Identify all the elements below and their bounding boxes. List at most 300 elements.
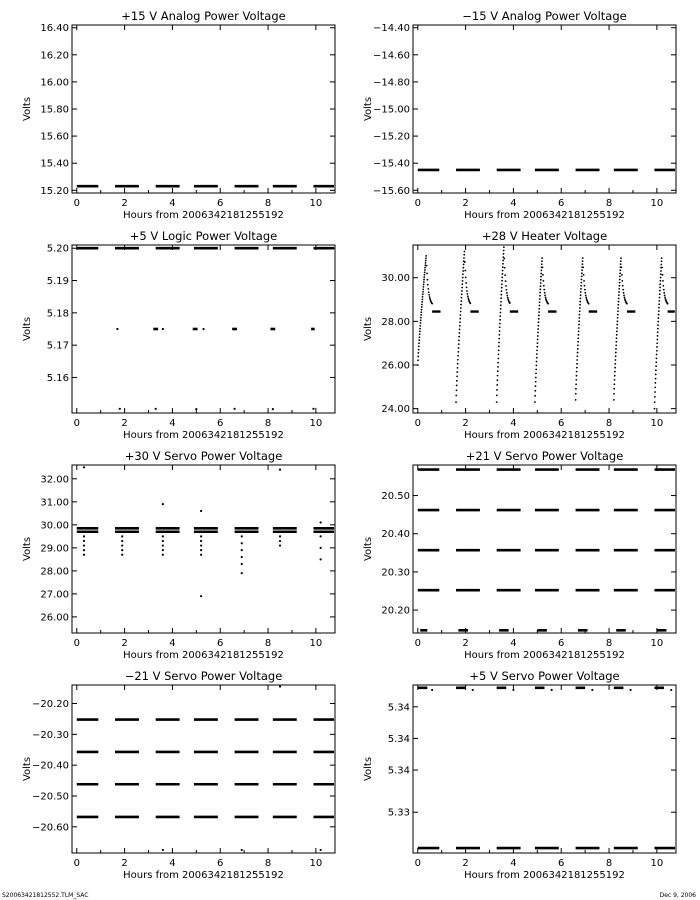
heater-point [662, 285, 664, 287]
heater-point [500, 304, 502, 306]
data-point [241, 849, 243, 851]
y-tick-label: 5.18 [46, 308, 69, 320]
heater-point [420, 314, 422, 316]
heater-point [498, 346, 500, 348]
plot-frame [72, 25, 335, 193]
y-tick-label: 20.50 [381, 491, 410, 503]
heater-point [539, 295, 541, 297]
heater-point [502, 260, 504, 262]
heater-point [613, 399, 615, 401]
data-point [116, 328, 118, 330]
heater-point [654, 382, 656, 384]
heater-point [500, 294, 502, 296]
data-point [162, 544, 164, 546]
heater-point [581, 279, 583, 281]
heater-point [534, 390, 536, 392]
heater-point [460, 300, 462, 302]
x-tick-label: 2 [462, 638, 469, 649]
heater-point [615, 344, 617, 346]
heater-point [460, 314, 462, 316]
chart-title: +5 V Servo Power Voltage [469, 669, 620, 683]
heater-point [535, 368, 537, 370]
plot-frame [413, 245, 676, 413]
y-axis-label: Volts [363, 536, 374, 562]
heater-point [660, 273, 662, 275]
heater-point [505, 280, 507, 282]
heater-point [496, 401, 498, 403]
data-point [279, 544, 281, 546]
data-point [320, 849, 322, 851]
chart-title: +15 V Analog Power Voltage [121, 9, 286, 23]
heater-point [467, 295, 469, 297]
heater-point [537, 339, 539, 341]
heater-point [463, 257, 465, 259]
heater-point [456, 375, 458, 377]
y-axis-label: Volts [363, 316, 374, 342]
chart-6 [363, 449, 676, 661]
heater-point [616, 330, 618, 332]
heater-point [618, 291, 620, 293]
heater-point [506, 292, 508, 294]
heater-point [458, 332, 460, 334]
x-tick-label: 0 [414, 418, 421, 429]
heater-point [419, 331, 421, 333]
chart-title: +5 V Logic Power Voltage [129, 229, 278, 243]
heater-point [660, 277, 662, 279]
x-tick-label: 6 [558, 198, 565, 209]
heater-point [502, 263, 504, 265]
heater-point [456, 389, 458, 391]
heater-point [578, 327, 580, 329]
heater-point [423, 286, 425, 288]
heater-point [662, 274, 664, 276]
heater-point [461, 293, 463, 295]
x-tick-label: 8 [605, 638, 613, 649]
heater-point [615, 359, 617, 361]
heater-point [431, 303, 433, 305]
chart-3 [22, 229, 335, 441]
heater-point [578, 330, 580, 332]
x-tick-label: 2 [121, 418, 128, 429]
heater-point [654, 391, 656, 393]
heater-point [501, 287, 503, 289]
x-axis-label: Hours from 2006342181255192 [464, 210, 625, 221]
data-point [241, 535, 243, 537]
heater-point [426, 273, 428, 275]
chart-8 [363, 669, 676, 881]
heater-point [580, 291, 582, 293]
heater-point [502, 270, 504, 272]
heater-point [457, 367, 459, 369]
y-axis-label: Volts [22, 536, 33, 562]
heater-point [588, 303, 590, 305]
heater-point [580, 297, 582, 299]
heater-point [425, 260, 427, 262]
heater-point [544, 294, 546, 296]
heater-point [579, 307, 581, 309]
heater-point [501, 276, 503, 278]
y-tick-label: 5.34 [387, 702, 410, 714]
heater-point [501, 280, 503, 282]
heater-point [417, 356, 419, 358]
heater-point [499, 330, 501, 332]
heater-point [426, 265, 428, 267]
y-tick-label: 5.34 [387, 765, 410, 777]
heater-point [617, 314, 619, 316]
heater-point [578, 324, 580, 326]
heater-point [458, 340, 460, 342]
heater-point [654, 386, 656, 388]
heater-point [579, 314, 581, 316]
y-tick-label: 30.00 [40, 520, 69, 532]
heater-point [617, 317, 619, 319]
plot-frame [413, 685, 676, 853]
data-point [279, 540, 281, 542]
heater-point [499, 323, 501, 325]
heater-point [501, 283, 503, 285]
heater-point [418, 349, 420, 351]
data-point [272, 408, 274, 410]
heater-point [423, 284, 425, 286]
heater-point [613, 388, 615, 390]
heater-point [614, 367, 616, 369]
heater-point [461, 297, 463, 299]
heater-point [543, 285, 545, 287]
heater-point [619, 279, 621, 281]
heater-point [580, 282, 582, 284]
heater-point [582, 257, 584, 259]
heater-point [422, 296, 424, 298]
data-point [320, 521, 322, 523]
data-point [312, 408, 314, 410]
data-point [241, 542, 243, 544]
chart-7 [22, 669, 335, 881]
heater-point [617, 304, 619, 306]
x-tick-label: 8 [605, 198, 613, 209]
heater-point [419, 328, 421, 330]
heater-point [498, 349, 500, 351]
heater-point [497, 375, 499, 377]
y-tick-label: 15.20 [40, 185, 69, 197]
heater-point [656, 339, 658, 341]
data-point [83, 544, 85, 546]
x-axis-label: Hours from 2006342181255192 [123, 430, 284, 441]
y-axis-label: Volts [22, 316, 33, 342]
heater-point [507, 297, 509, 299]
heater-point [541, 257, 543, 259]
heater-point [497, 370, 499, 372]
heater-point [658, 317, 660, 319]
heater-point [496, 389, 498, 391]
data-point [195, 408, 197, 410]
heater-point [418, 339, 420, 341]
heater-point [537, 332, 539, 334]
heater-point [615, 355, 617, 357]
data-point [83, 540, 85, 542]
heater-point [539, 288, 541, 290]
heater-point [422, 293, 424, 295]
y-tick-label: 5.33 [387, 807, 410, 819]
heater-point [613, 383, 615, 385]
y-tick-label: −20.60 [31, 822, 69, 834]
x-tick-label: 0 [73, 638, 80, 649]
heater-point [456, 385, 458, 387]
y-tick-label: −14.60 [372, 50, 410, 62]
x-tick-label: 10 [650, 858, 664, 869]
x-tick-label: 10 [650, 638, 664, 649]
heater-point [496, 379, 498, 381]
heater-point [658, 303, 660, 305]
heater-point [581, 272, 583, 274]
heater-point [419, 336, 421, 338]
data-point [83, 549, 85, 551]
data-point [83, 535, 85, 537]
heater-point [658, 307, 660, 309]
heater-point [423, 276, 425, 278]
x-tick-label: 0 [73, 418, 80, 429]
y-tick-label: 15.40 [40, 158, 69, 170]
y-tick-label: 5.34 [387, 733, 410, 745]
heater-point [417, 359, 419, 361]
heater-point [620, 263, 622, 265]
y-tick-label: 27.00 [40, 589, 69, 601]
heater-point [581, 269, 583, 271]
heater-point [659, 297, 661, 299]
data-point [241, 549, 243, 551]
data-point [121, 540, 123, 542]
chart-2 [363, 9, 676, 221]
x-tick-label: 10 [309, 418, 323, 429]
heater-point [539, 301, 541, 303]
heater-point [617, 307, 619, 309]
chart-title: +21 V Servo Power Voltage [465, 449, 624, 463]
data-point [241, 556, 243, 558]
heater-point [535, 385, 537, 387]
heater-point [662, 280, 664, 282]
heater-point [460, 304, 462, 306]
x-tick-label: 8 [264, 198, 272, 209]
x-tick-label: 8 [605, 858, 613, 869]
data-point [200, 595, 202, 597]
y-tick-label: −15.00 [372, 104, 410, 116]
heater-point [619, 282, 621, 284]
heater-point [577, 341, 579, 343]
heater-point [509, 302, 511, 304]
x-tick-label: 4 [169, 418, 176, 429]
heater-point [654, 408, 656, 410]
data-point [472, 689, 474, 691]
heater-point [664, 297, 666, 299]
y-tick-label: 32.00 [40, 474, 69, 486]
y-tick-label: −14.80 [372, 77, 410, 89]
data-point [200, 544, 202, 546]
heater-point [456, 380, 458, 382]
heater-point [535, 365, 537, 367]
heater-point [584, 289, 586, 291]
x-tick-label: 4 [169, 198, 176, 209]
heater-point [581, 263, 583, 265]
heater-point [458, 347, 460, 349]
x-tick-label: 6 [217, 418, 224, 429]
heater-point [623, 292, 625, 294]
heater-point [418, 345, 420, 347]
heater-point [545, 297, 547, 299]
heater-point [461, 290, 463, 292]
data-point [162, 535, 164, 537]
plot-frame [72, 465, 335, 633]
heater-point [500, 301, 502, 303]
x-axis-label: Hours from 2006342181255192 [464, 650, 625, 661]
heater-point [424, 274, 426, 276]
data-point [200, 510, 202, 512]
data-point [320, 558, 322, 560]
y-tick-label: 16.40 [40, 23, 69, 35]
heater-point [663, 289, 665, 291]
x-tick-label: 2 [462, 858, 469, 869]
heater-point [538, 308, 540, 310]
heater-point [460, 311, 462, 313]
heater-point [618, 288, 620, 290]
heater-point [579, 301, 581, 303]
data-point [591, 689, 593, 691]
x-tick-label: 6 [558, 858, 565, 869]
y-tick-label: 28.00 [40, 566, 69, 578]
heater-point [659, 287, 661, 289]
x-tick-label: 2 [462, 198, 469, 209]
heater-point [425, 262, 427, 264]
heater-point [469, 302, 471, 304]
heater-point [536, 349, 538, 351]
heater-point [505, 285, 507, 287]
y-tick-label: 5.17 [46, 340, 69, 352]
heater-point [425, 255, 427, 257]
heater-point [579, 304, 581, 306]
y-tick-label: 31.00 [40, 497, 69, 509]
heater-point [624, 297, 626, 299]
heater-point [502, 266, 504, 268]
heater-point [538, 318, 540, 320]
heater-point [535, 372, 537, 374]
heater-point [460, 307, 462, 309]
chart-5 [22, 449, 335, 661]
heater-point [538, 315, 540, 317]
heater-point [536, 361, 538, 363]
x-tick-label: 4 [510, 198, 517, 209]
heater-point [580, 294, 582, 296]
heater-point [660, 270, 662, 272]
heater-point [424, 267, 426, 269]
heater-point [582, 266, 584, 268]
heater-point [421, 298, 423, 300]
y-tick-label: 29.00 [40, 543, 69, 555]
heater-point [579, 310, 581, 312]
heater-point [424, 271, 426, 273]
x-tick-label: 6 [558, 638, 565, 649]
x-tick-label: 6 [217, 198, 224, 209]
heater-point [537, 335, 539, 337]
heater-point [536, 357, 538, 359]
data-point [629, 689, 631, 691]
data-point [162, 554, 164, 556]
heater-point [496, 394, 498, 396]
x-tick-label: 4 [510, 418, 517, 429]
plot-frame [72, 685, 335, 853]
heater-point [659, 290, 661, 292]
data-point [320, 535, 322, 537]
data-point [121, 549, 123, 551]
heater-point [418, 342, 420, 344]
y-tick-label: 28.00 [381, 316, 410, 328]
heater-point [535, 377, 537, 379]
x-tick-label: 0 [414, 858, 421, 869]
heater-point [619, 272, 621, 274]
heater-point [541, 260, 543, 262]
heater-point [616, 324, 618, 326]
data-point [162, 503, 164, 505]
y-tick-label: 24.00 [381, 404, 410, 416]
heater-point [503, 246, 505, 248]
heater-point [498, 354, 500, 356]
heater-point [575, 393, 577, 395]
heater-point [656, 357, 658, 359]
heater-point [500, 308, 502, 310]
heater-point [538, 321, 540, 323]
heater-point [584, 292, 586, 294]
x-tick-label: 4 [510, 858, 517, 869]
heater-point [497, 358, 499, 360]
heater-point [657, 335, 659, 337]
heater-point [618, 297, 620, 299]
x-tick-label: 10 [309, 638, 323, 649]
heater-point [615, 352, 617, 354]
heater-point [621, 274, 623, 276]
heater-point [503, 258, 505, 260]
data-point [431, 689, 433, 691]
heater-point [663, 292, 665, 294]
heater-point [461, 283, 463, 285]
x-tick-label: 4 [169, 858, 176, 869]
heater-point [661, 260, 663, 262]
heater-point [655, 365, 657, 367]
heater-point [539, 305, 541, 307]
heater-point [584, 285, 586, 287]
data-point [241, 572, 243, 574]
heater-point [539, 292, 541, 294]
y-tick-label: 20.40 [381, 529, 410, 541]
data-point [241, 563, 243, 565]
heater-point [585, 294, 587, 296]
heater-point [420, 317, 422, 319]
data-point [279, 469, 281, 471]
y-tick-label: 15.80 [40, 104, 69, 116]
data-point [121, 544, 123, 546]
heater-point [465, 277, 467, 279]
data-point [162, 849, 164, 851]
heater-point [421, 306, 423, 308]
heater-point [422, 288, 424, 290]
heater-point [616, 337, 618, 339]
heater-point [658, 314, 660, 316]
heater-point [497, 362, 499, 364]
heater-point [654, 401, 656, 403]
heater-point [537, 328, 539, 330]
heater-point [464, 261, 466, 263]
chart-title: +30 V Servo Power Voltage [124, 449, 283, 463]
data-point [162, 540, 164, 542]
y-tick-label: 5.19 [46, 276, 69, 288]
heater-point [537, 325, 539, 327]
heater-point [658, 310, 660, 312]
